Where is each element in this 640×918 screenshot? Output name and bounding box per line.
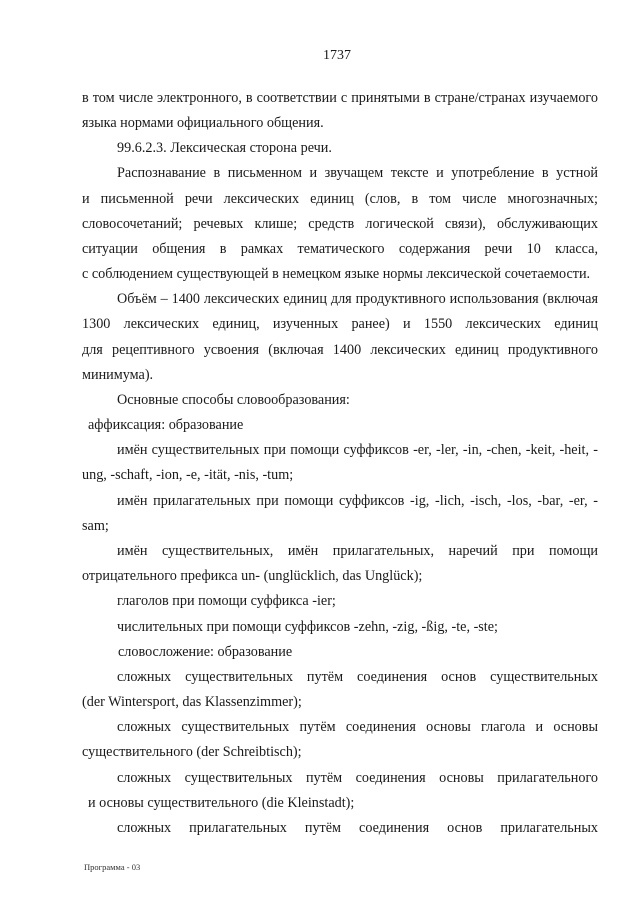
text-line: Распознавание в письменном и звучащем тексте и употребление в устной (117, 165, 598, 181)
text-line: Основные способы словообразования: (117, 392, 350, 408)
text-line: минимума). (82, 367, 154, 383)
text-line: сложных существительных путём соединения основ существительных (117, 669, 598, 685)
section-heading: 99.6.2.3. Лексическая сторона речи. (117, 140, 332, 156)
text-line: для рецептивного усвоения (включая 1400 лексических единиц продуктивного (82, 342, 598, 358)
text-line: глаголов при помощи суффикса -ier; (117, 593, 336, 609)
page-number: 1737 (323, 48, 351, 63)
text-line: в том числе электронного, в соответствии с принятыми в стране/странах изучаемого (82, 90, 598, 106)
text-line: числительных при помощи суффиксов -zehn, -zig, -ßig, -te, -ste; (117, 619, 498, 635)
text-line: ung, -schaft, -ion, -e, -ität, -nis, -tum; (82, 467, 294, 483)
text-line: sam; (82, 518, 109, 534)
text-line: имён существительных, имён прилагательных, наречий при помощи (117, 543, 598, 559)
text-line: сложных существительных путём соединения основы глагола и основы (117, 719, 598, 735)
text-line: сложных существительных путём соединения основы прилагательного (117, 770, 598, 786)
text-line: аффиксация: образование (88, 417, 244, 433)
text-line: и основы существительного (die Kleinstadt); (88, 795, 355, 811)
text-line: языка нормами официального общения. (82, 115, 324, 131)
text-line: и письменной речи лексических единиц (слов, в том числе многозначных; (82, 191, 598, 207)
text-line: словосочетаний; речевых клише; средств логической связи), обслуживающих (82, 216, 598, 232)
text-line: ситуации общения в рамках тематического содержания речи 10 класса, (82, 241, 598, 257)
text-line: имён существительных при помощи суффиксов -er, -ler, -in, -chen, -keit, -heit, - (117, 442, 598, 458)
text-line: (der Wintersport, das Klassenzimmer); (82, 694, 302, 710)
text-line: сложных прилагательных путём соединения основ прилагательных (117, 820, 598, 836)
text-line: существительного (der Schreibtisch); (82, 744, 302, 760)
text-line: Объём – 1400 лексических единиц для продуктивного использования (включая (117, 291, 598, 307)
text-line: имён прилагательных при помощи суффиксов -ig, -lich, -isch, -los, -bar, -er, - (117, 493, 598, 509)
text-line: 1300 лексических единиц, изученных ранее) и 1550 лексических единиц (82, 316, 598, 332)
footer-label: Программа - 03 (84, 862, 141, 872)
text-line: словосложение: образование (118, 644, 293, 660)
text-line: с соблюдением существующей в немецком языке нормы лексической сочетаемости. (82, 266, 591, 282)
text-line: отрицательного префикса un- (unglücklich, das Unglück); (82, 568, 423, 584)
